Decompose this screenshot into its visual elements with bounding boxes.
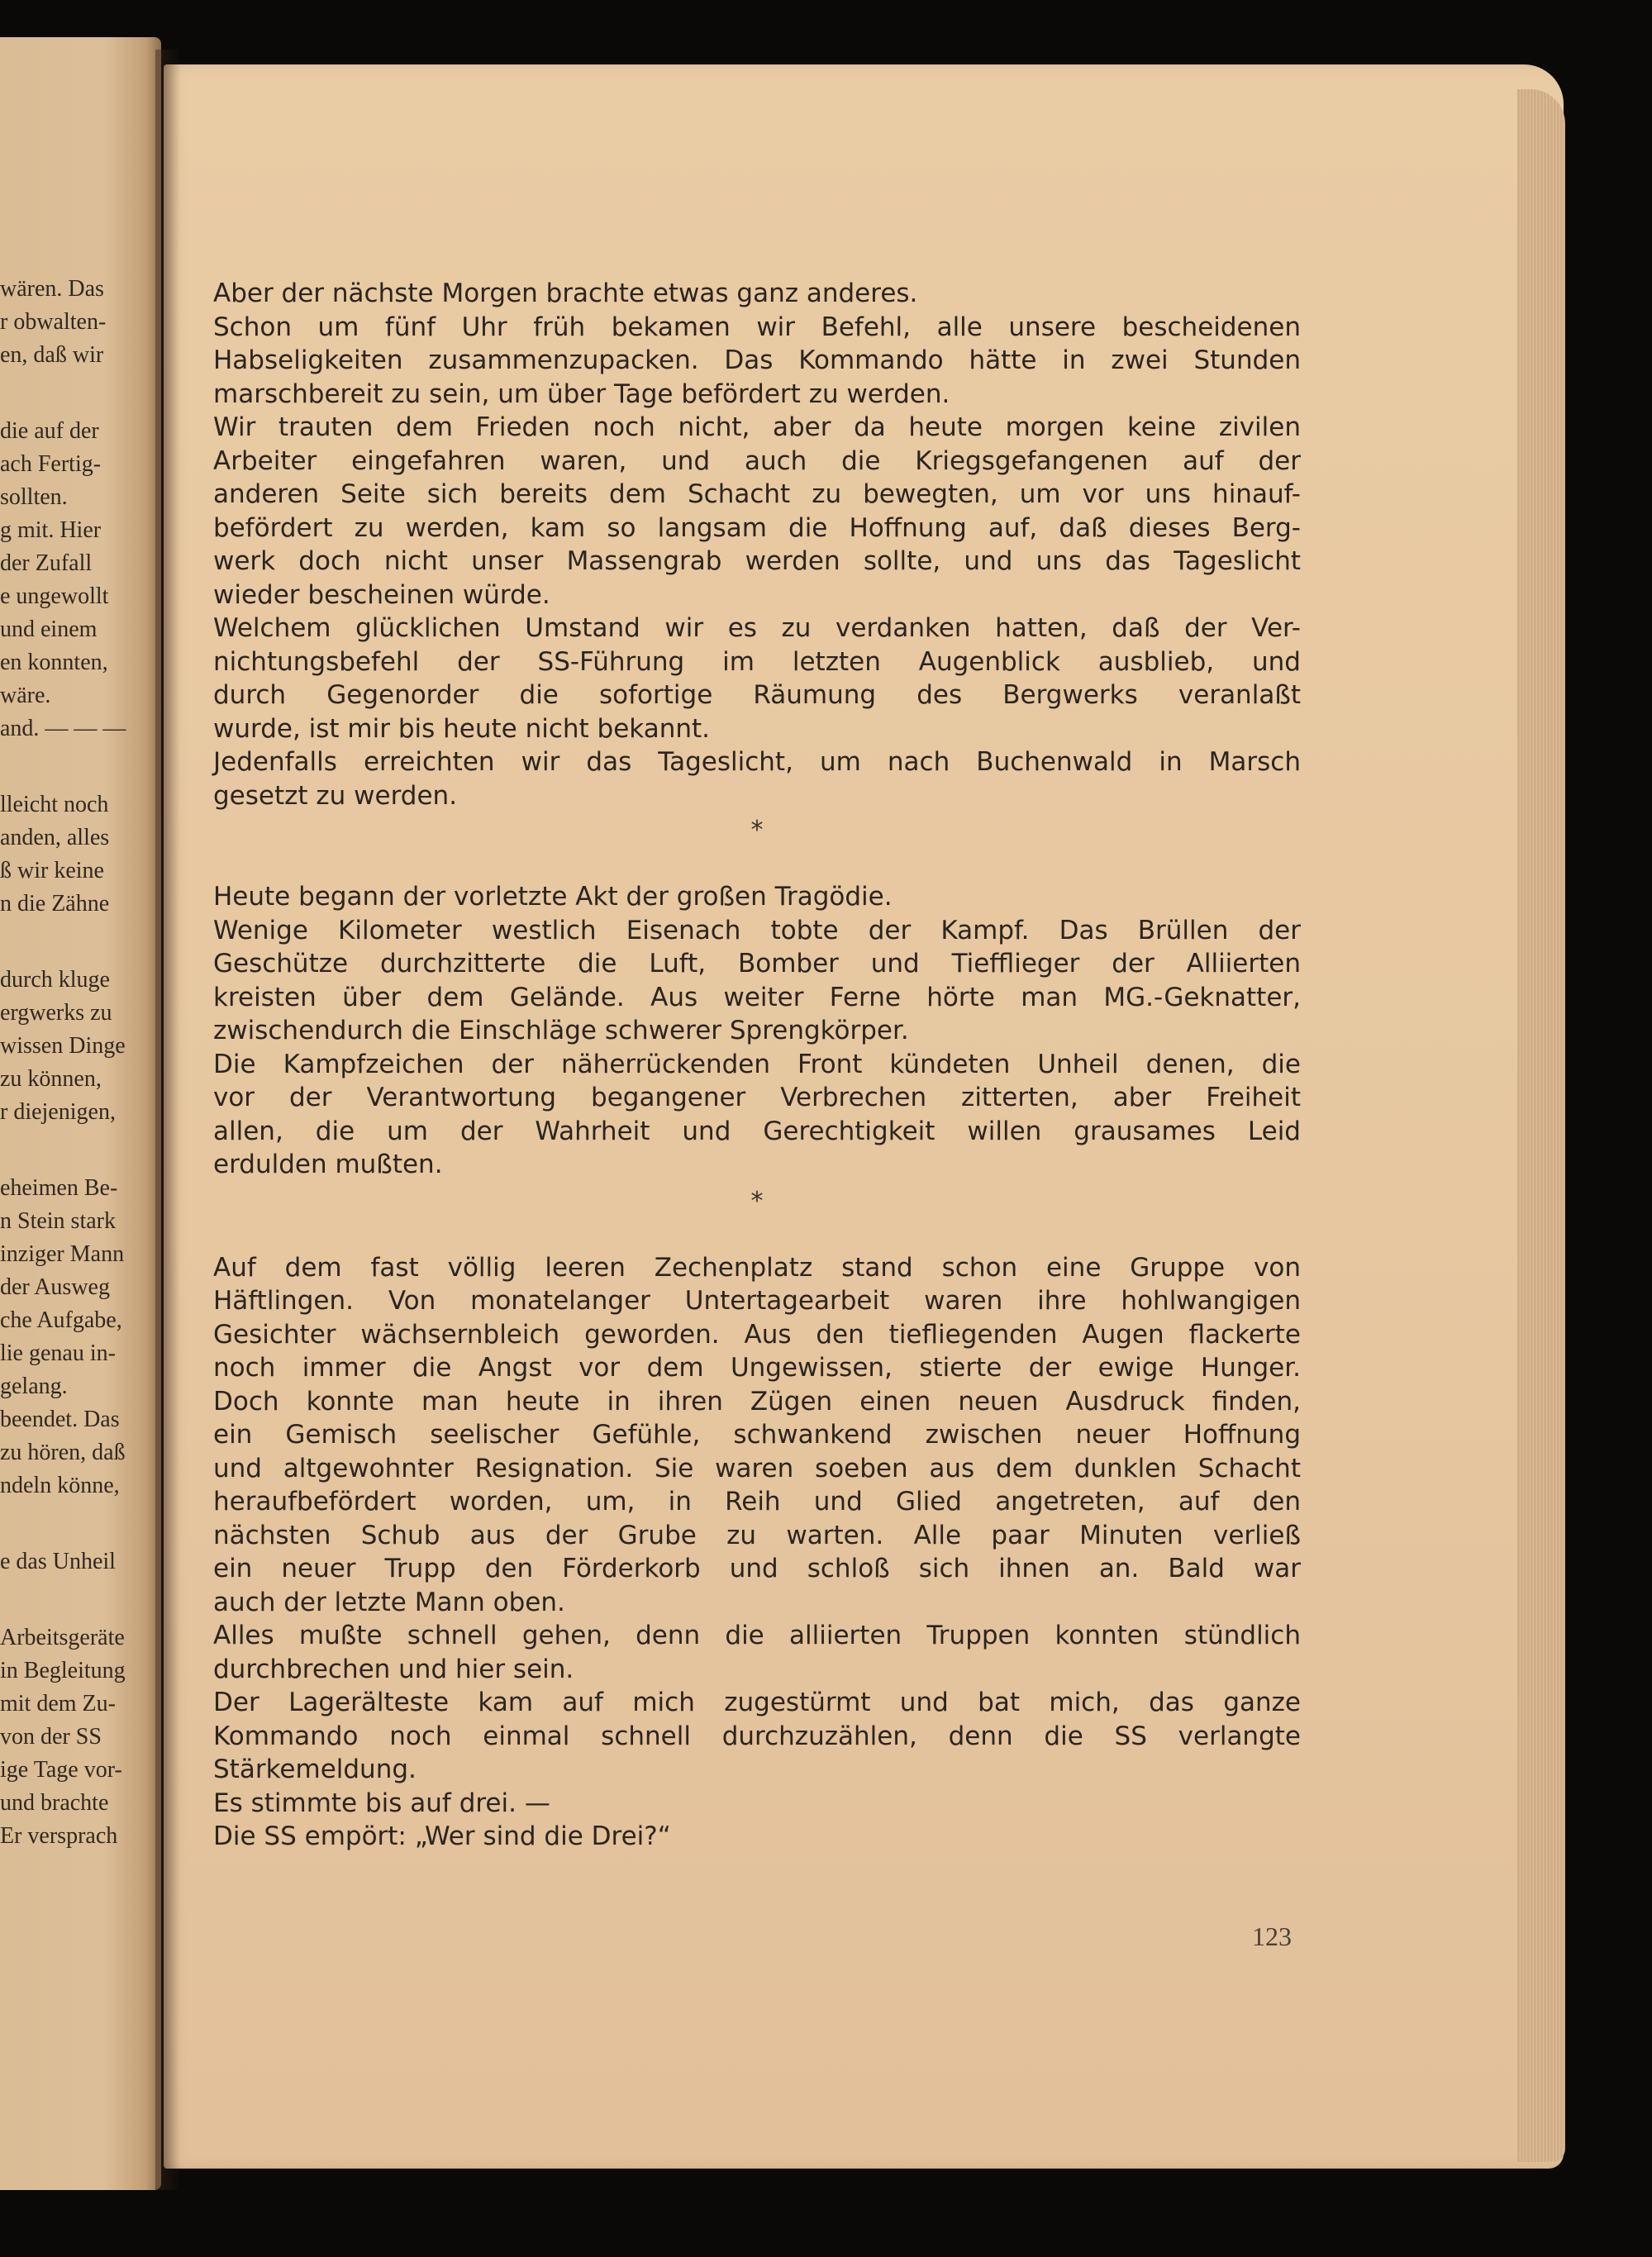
text-line: und altgewohnter Resignation. Sie waren soeben aus dem dunklen Schacht (213, 1453, 1301, 1483)
left-text-line: wäre. (0, 683, 51, 708)
text-line: Schon um fünf Uhr früh bekamen wir Befehl, alle unsere bescheidenen (213, 312, 1301, 342)
left-text-line: anden, alles (0, 825, 110, 850)
left-text-line: wissen Dinge (0, 1033, 126, 1059)
text-line: auch der letzte Mann oben. (213, 1587, 565, 1617)
section-morning (213, 277, 1301, 812)
text-line: gesetzt zu werden. (213, 780, 458, 811)
text-line: Habseligkeiten zusammenzupacken. Das Kommando hätte in zwei Stunden (213, 345, 1301, 375)
left-text-line: lie genau in- (0, 1340, 116, 1366)
section-tragedy (213, 880, 1301, 1182)
text-line: Wir trauten dem Frieden noch nicht, aber da heute morgen keine zivilen (213, 412, 1301, 442)
left-text-line: en, daß wir (0, 342, 104, 368)
section-separator: * (750, 1186, 764, 1216)
text-line: erdulden mußten. (213, 1150, 443, 1179)
left-text-line: e das Unheil (0, 1549, 116, 1574)
left-text-line: von der SS (0, 1724, 102, 1750)
text-line: ein neuer Trupp den Förderkorb und schloß sich ihnen an. Bald war (213, 1554, 1301, 1583)
left-text-line (0, 1578, 157, 1621)
text-line: durchbrechen und hier sein. (213, 1654, 574, 1684)
left-text-line: wären. Das (0, 276, 104, 302)
left-text-line: r obwalten- (0, 309, 107, 335)
left-text-line: en konnten, (0, 650, 108, 675)
left-text-line: der Ausweg (0, 1274, 110, 1300)
text-line: durch Gegenorder die sofortige Räumung des Bergwerks veranlaßt (213, 680, 1301, 710)
left-text-line: eheimen Be- (0, 1175, 118, 1201)
left-text-line: beendet. Das (0, 1407, 120, 1432)
left-text-line: n Stein stark (0, 1208, 116, 1234)
text-line: befördert zu werden, kam so langsam die Hoffnung auf, daß dieses Berg- (213, 512, 1301, 543)
left-text-line: durch kluge (0, 967, 110, 993)
left-text-line: und einem (0, 617, 98, 642)
text-line: Jedenfalls erreichten wir das Tageslicht, um nach Buchenwald in Marsch (213, 747, 1301, 777)
left-text-line: ergwerks zu (0, 1000, 112, 1026)
text-line: Die Kampfzeichen der näherrückenden Front kündeten Unheil denen, die (213, 1049, 1301, 1079)
left-text-line: lleicht noch (0, 792, 109, 817)
left-text-line: gelang. (0, 1374, 68, 1399)
text-line: Auf dem fast völlig leeren Zechenplatz stand schon eine Gruppe von (213, 1252, 1301, 1283)
text-line: Arbeiter eingefahren waren, und auch die Kriegsgefangenen auf der (213, 445, 1301, 476)
text-line: Alles mußte schnell gehen, denn die alliierten Truppen konnten stündlich (213, 1621, 1301, 1650)
text-line: wieder bescheinen würde. (213, 579, 550, 610)
text-line: Doch konnte man heute in ihren Zügen einen neuen Ausdruck finden, (213, 1386, 1301, 1417)
page-text (213, 277, 1301, 1854)
left-text-line: e ungewollt (0, 583, 109, 609)
left-text-line: ige Tage vor- (0, 1757, 122, 1783)
left-text-line: sollten. (0, 484, 68, 510)
left-text-line: Er versprach (0, 1823, 118, 1849)
left-text-line (0, 921, 157, 964)
text-line: marschbereit zu sein, um über Tage befördert zu werden. (213, 379, 950, 409)
left-text-line: n die Zähne (0, 891, 110, 917)
left-text-line: der Zufall (0, 550, 93, 576)
left-text-line: ndeln könne, (0, 1473, 120, 1498)
left-text-line (0, 1129, 157, 1172)
text-line: zwischendurch die Einschläge schwerer Sprengkörper. (213, 1016, 909, 1045)
text-line: Die SS empört: „Wer sind die Drei?“ (213, 1821, 671, 1851)
left-text-line (0, 1502, 157, 1545)
left-text-line: ß wir keine (0, 858, 104, 883)
left-text-line: zu können, (0, 1066, 102, 1092)
left-text-line: mit dem Zu- (0, 1691, 116, 1717)
text-line: ein Gemisch seelischer Gefühle, schwankend zwischen neuer Hoffnung (213, 1420, 1301, 1450)
text-line: Der Lagerälteste kam auf mich zugestürmt und bat mich, das ganze (213, 1688, 1301, 1717)
text-line: Aber der nächste Morgen brachte etwas ganz anderes. (213, 279, 918, 308)
left-text-line: und brachte (0, 1790, 109, 1816)
left-text-line (0, 372, 157, 415)
left-text-line: r diejenigen, (0, 1099, 116, 1125)
text-line: Wenige Kilometer westlich Eisenach tobte der Kampf. Das Brüllen der (213, 915, 1301, 945)
text-line: noch immer die Angst vor dem Ungewissen, stierte der ewige Hunger. (213, 1353, 1301, 1383)
left-text-line: g mit. Hier (0, 517, 102, 543)
left-text-line: inziger Mann (0, 1241, 125, 1267)
left-text-line: ach Fertig- (0, 451, 102, 477)
text-line: anderen Seite sich bereits dem Schacht zu bewegten, um vor uns hinauf- (213, 479, 1301, 509)
text-line: wurde, ist mir bis heute nicht bekannt. (213, 713, 711, 744)
section-separator: * (750, 816, 764, 845)
text-line: allen, die um der Wahrheit und Gerechtigkeit willen grausames Leid (213, 1116, 1301, 1146)
left-text-line: Arbeitsgeräte (0, 1625, 125, 1650)
text-line: Welchem glücklichen Umstand wir es zu verdanken hatten, daß der Ver- (213, 613, 1301, 643)
text-line: heraufbefördert worden, um, in Reih und Glied angetreten, auf den (213, 1487, 1301, 1517)
text-line: Gesichter wächsernbleich geworden. Aus den tiefliegenden Augen flackerte (213, 1319, 1301, 1350)
text-line: Stärkemeldung. (213, 1755, 417, 1784)
book-gutter (155, 50, 180, 2190)
left-text-line: die auf der (0, 418, 99, 444)
text-line: werk doch nicht unser Massengrab werden sollte, und uns das Tageslicht (213, 546, 1301, 576)
text-line: Geschütze durchzitterte die Luft, Bomber und Tiefflieger der Alliierten (213, 949, 1301, 979)
text-line: Häftlingen. Von monatelanger Untertagearbeit waren ihre hohlwangigen (213, 1286, 1301, 1316)
left-text-line: in Begleitung (0, 1658, 126, 1683)
page-number: 123 (1252, 1921, 1292, 1951)
left-page-text (0, 273, 157, 1853)
text-line: vor der Verantwortung begangener Verbrechen zitterten, aber Freiheit (213, 1083, 1301, 1112)
left-text-line: che Aufgabe, (0, 1307, 122, 1333)
left-text-line: and. — — — (0, 716, 126, 741)
text-line: Kommando noch einmal schnell durchzuzählen, denn die SS verlangte (213, 1721, 1301, 1751)
text-line: kreisten über dem Gelände. Aus weiter Ferne hörte man MG.-Geknatter, (213, 982, 1301, 1012)
left-text-line (0, 745, 157, 788)
text-line: nächsten Schub aus der Grube zu warten. Alle paar Minuten verließ (213, 1520, 1301, 1550)
text-line: Es stimmte bis auf drei. — (213, 1788, 550, 1818)
left-text-line: zu hören, daß (0, 1440, 126, 1465)
left-page-fragment (0, 37, 161, 2190)
section-zechenplatz (213, 1251, 1301, 1854)
text-line: nichtungsbefehl der SS-Führung im letzten Augenblick ausblieb, und (213, 646, 1301, 677)
page-edge (1517, 89, 1565, 2162)
text-line: Heute begann der vorletzte Akt der großen Tragödie. (213, 882, 893, 912)
